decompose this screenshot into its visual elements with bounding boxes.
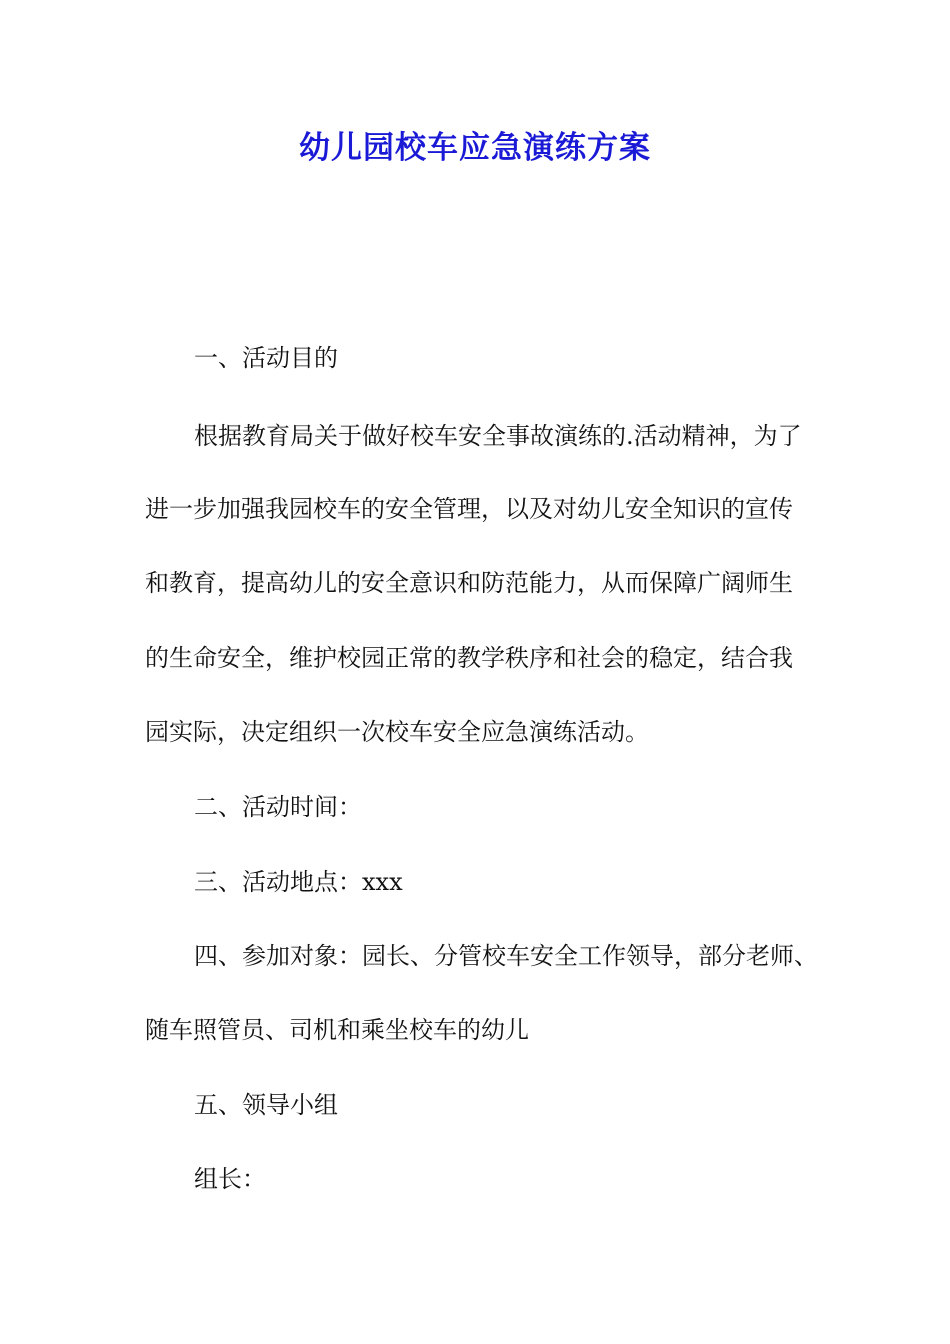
paragraph-line: 进一步加强我园校车的安全管理，以及对幼儿安全知识的宣传	[145, 495, 793, 523]
paragraph-line: 随车照管员、司机和乘坐校车的幼儿	[145, 1016, 529, 1044]
group-leader-label: 组长：	[194, 1165, 266, 1193]
paragraph-line: 的生命安全，维护校园正常的教学秩序和社会的稳定，结合我	[145, 644, 793, 672]
section-heading-location: 三、活动地点：xxx	[194, 868, 403, 896]
paragraph-line: 和教育，提高幼儿的安全意识和防范能力，从而保障广阔师生	[145, 569, 793, 597]
paragraph-line: 根据教育局关于做好校车安全事故演练的.活动精神，为了	[194, 422, 802, 450]
paragraph-line: 园实际，决定组织一次校车安全应急演练活动。	[145, 718, 649, 746]
section-heading-purpose: 一、活动目的	[194, 344, 338, 372]
section-heading-participants: 四、参加对象：园长、分管校车安全工作领导，部分老师、	[194, 942, 818, 970]
section-heading-leadership: 五、领导小组	[194, 1091, 338, 1119]
section-heading-time: 二、活动时间：	[194, 793, 362, 821]
document-title: 幼儿园校车应急演练方案	[299, 130, 651, 166]
